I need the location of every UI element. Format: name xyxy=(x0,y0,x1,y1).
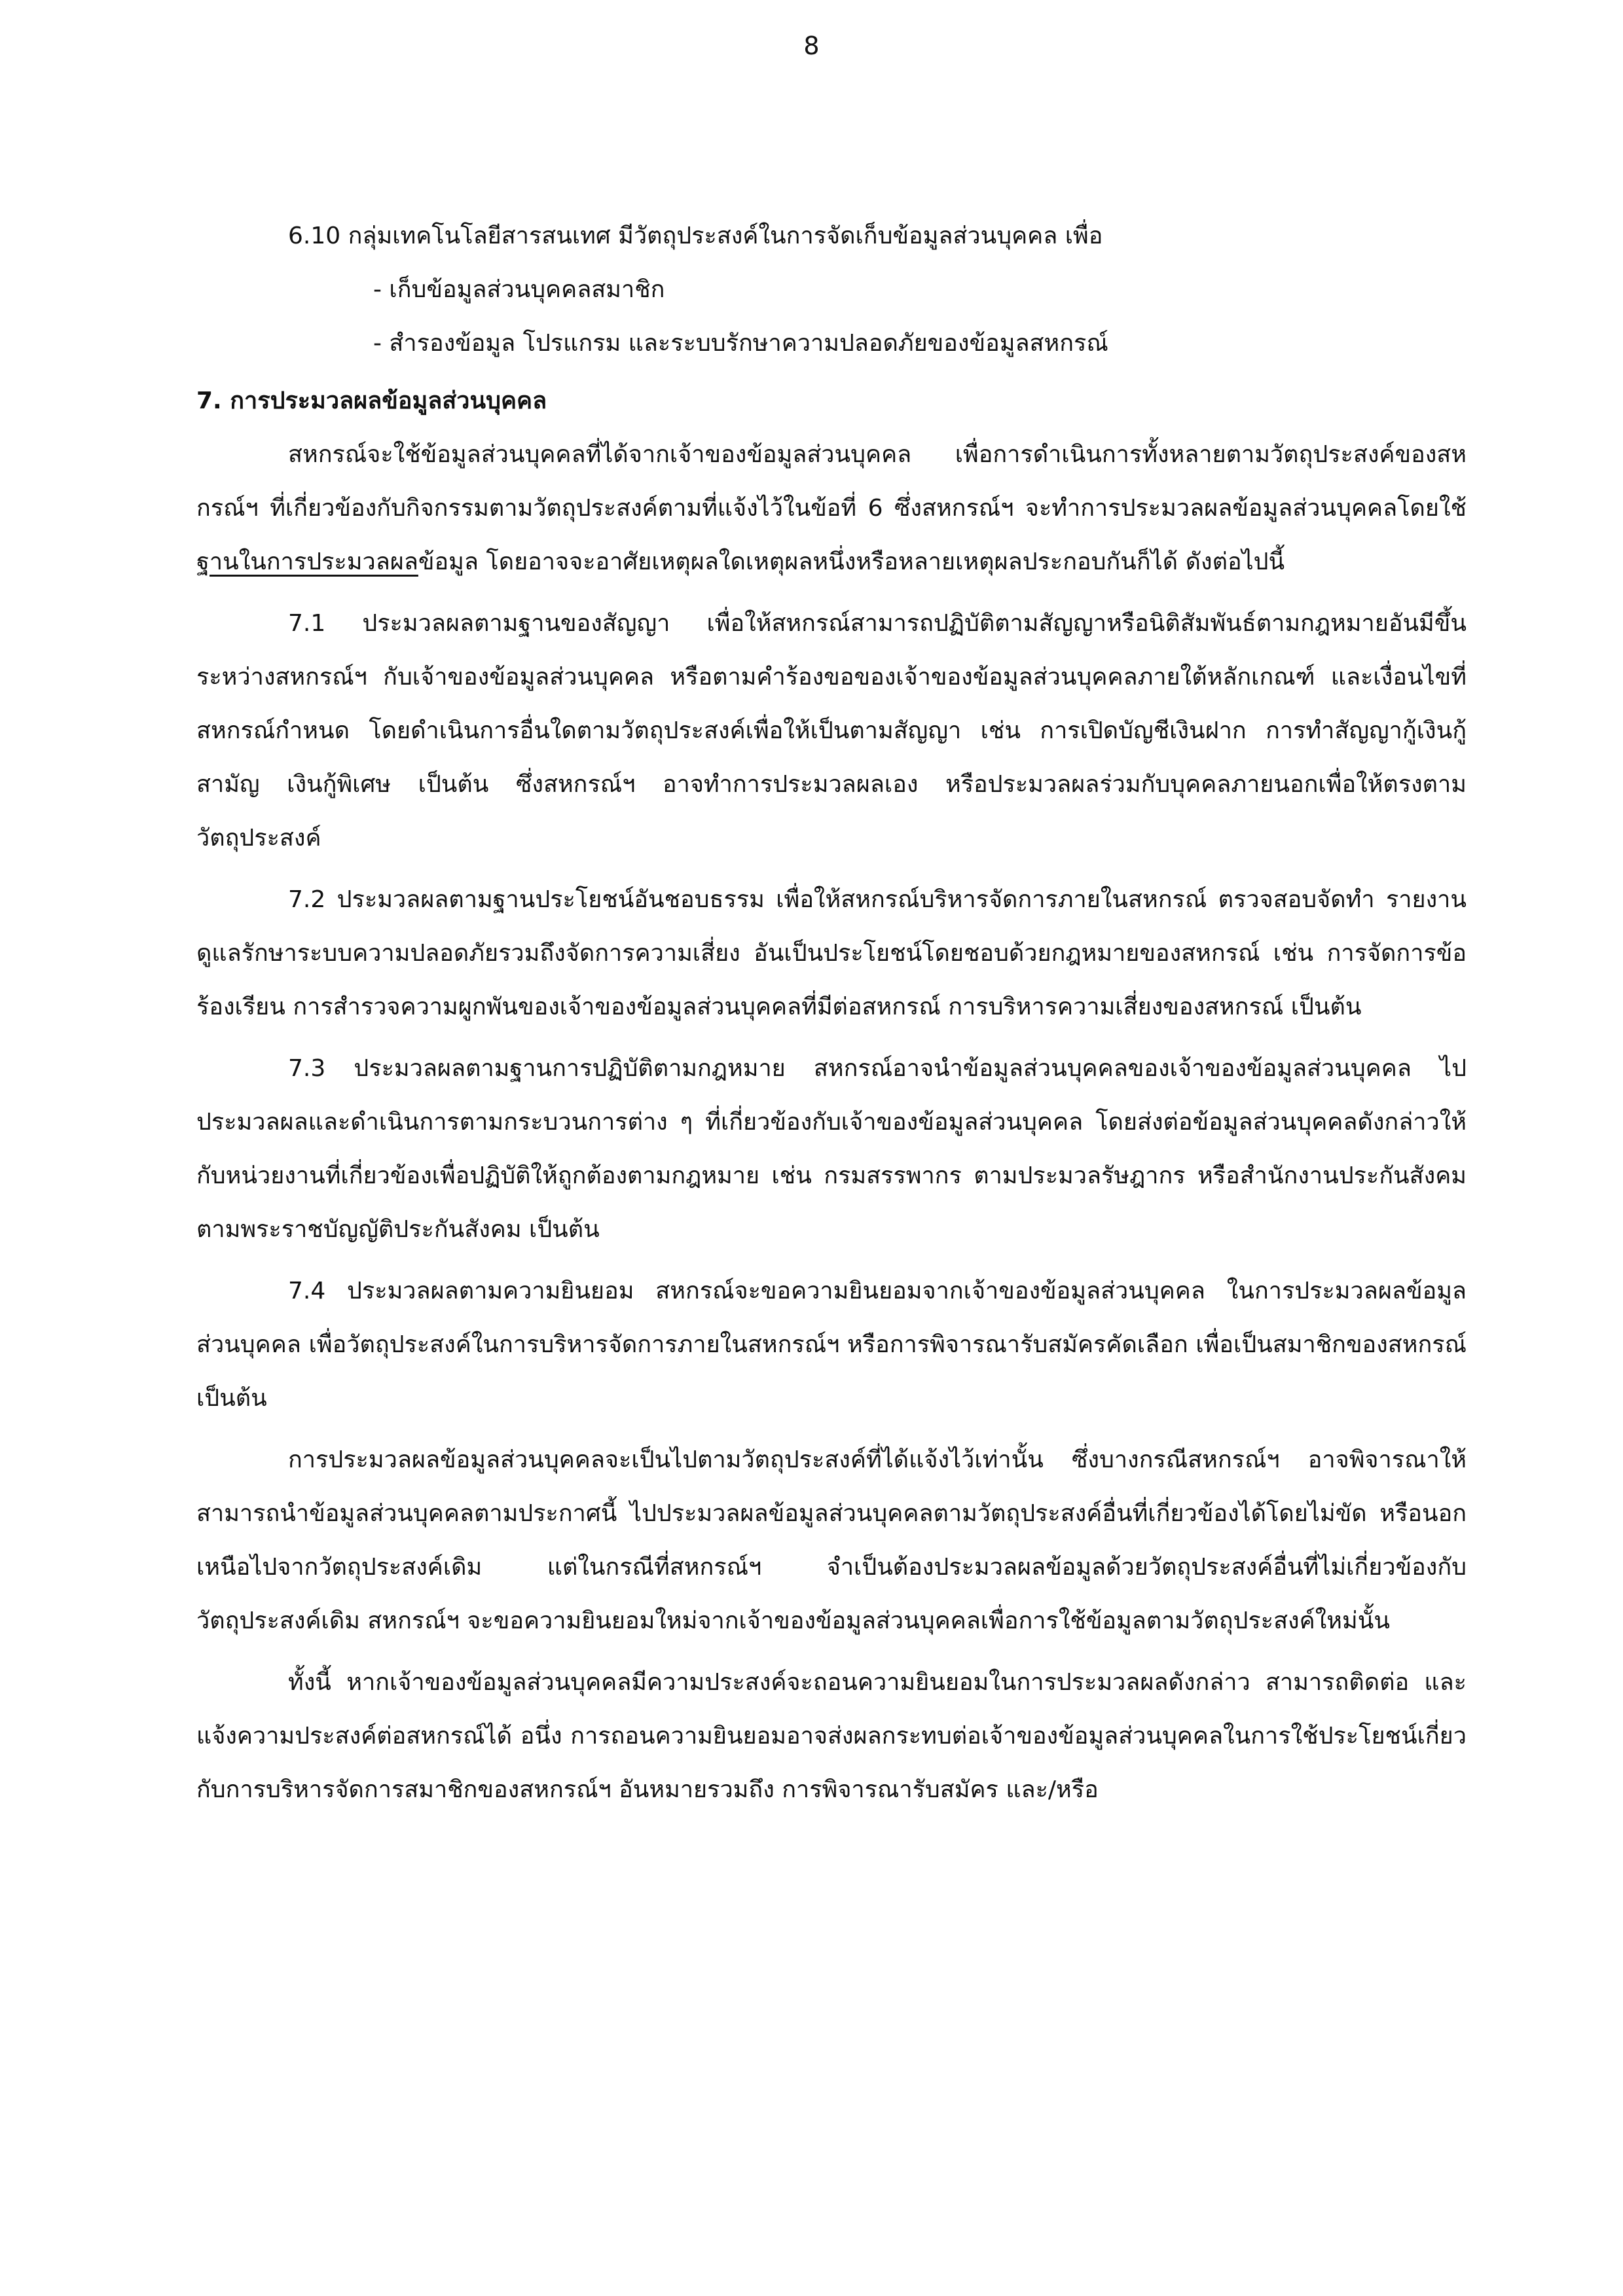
item-7-3: 7.3 ประมวลผลตามฐานการปฏิบัติตามกฎหมาย สหกรณ์อาจนำข้อมูลส่วนบุคคลของเจ้าของข้อมูลส่วนบุคคล ไปประมวลผลและดำเนินการตามกระบวนการต่าง ๆ ที่เกี่ยวข้องกับเจ้าของข้อมูลส่วนบุคคล โดยส่งต่อข้อมูลส่วนบุคคลดังกล่าวให้กับหน่วยงานที่เกี่ยวข้องเพื่อปฏิบัติให้ถูกต้องตามกฎหมาย เช่น กรมสรรพากร ตามประมวลรัษฎากร หรือสำนักงานประกันสังคม ตามพระราชบัญญัติประกันสังคม เป็นต้น xyxy=(196,1055,1467,1243)
intro-text-cont: ข้อมูล โดยอาจจะอาศัยเหตุผลใดเหตุผลหนึ่งหรือหลายเหตุผลประกอบกันก็ได้ ดังต่อไปนี้ xyxy=(418,548,1285,575)
item-7-2: 7.2 ประมวลผลตามฐานประโยชน์อันชอบธรรม เพื่อให้สหกรณ์บริหารจัดการภายในสหกรณ์ ตรวจสอบจัดทำ รายงาน ดูแลรักษาระบบความปลอดภัยรวมถึงจัดการความเสี่ยง อันเป็นประโยชน์โดยชอบด้วยกฎหมายของสหกรณ์ เช่น การจัดการข้อร้องเรียน การสำรวจความผูกพันของเจ้าของข้อมูลส่วนบุคคลที่มีต่อสหกรณ์ การบริหารความเสี่ยงของสหกรณ์ เป็นต้น xyxy=(196,886,1467,1020)
page-content xyxy=(196,209,1467,1817)
page-number: 8 xyxy=(803,31,820,60)
item-7-4: 7.4 ประมวลผลตามความยินยอม สหกรณ์จะขอความยินยอมจากเจ้าของข้อมูลส่วนบุคคล ในการประมวลผลข้อมูลส่วนบุคคล เพื่อวัตถุประสงค์ในการบริหารจัดการภายในสหกรณ์ฯ หรือการพิจารณารับสมัครคัดเลือก เพื่อเป็นสมาชิกของสหกรณ์ เป็นต้น xyxy=(196,1278,1467,1412)
item-6-10: 6.10 กลุ่มเทคโนโลยีสารสนเทศ มีวัตถุประสงค์ในการจัดเก็บข้อมูลส่วนบุคคล เพื่อ xyxy=(288,223,1103,249)
bullet-item: - เก็บข้อมูลส่วนบุคคลสมาชิก xyxy=(373,276,665,303)
section-7-heading: 7. การประมวลผลข้อมูลส่วนบุคคล xyxy=(196,387,547,414)
purpose-paragraph: การประมวลผลข้อมูลส่วนบุคคลจะเป็นไปตามวัตถุประสงค์ที่ได้แจ้งไว้เท่านั้น ซึ่งบางกรณีสหกรณ์ฯ อาจพิจารณาให้สามารถนำข้อมูลส่วนบุคคลตามประกาศนี้ ไปประมวลผลข้อมูลส่วนบุคคลตามวัตถุประสงค์อื่นที่เกี่ยวข้องได้โดยไม่ขัด หรือนอกเหนือไปจากวัตถุประสงค์เดิม แต่ในกรณีที่สหกรณ์ฯ จำเป็นต้องประมวลผลข้อมูลด้วยวัตถุประสงค์อื่นที่ไม่เกี่ยวข้องกับวัตถุประสงค์เดิม สหกรณ์ฯ จะขอความยินยอมใหม่จากเจ้าของข้อมูลส่วนบุคคลเพื่อการใช้ข้อมูลตามวัตถุประสงค์ใหม่นั้น xyxy=(196,1446,1467,1634)
item-7-1: 7.1 ประมวลผลตามฐานของสัญญา เพื่อให้สหกรณ์สามารถปฏิบัติตามสัญญาหรือนิติสัมพันธ์ตามกฎหมายอันมีขึ้นระหว่างสหกรณ์ฯ กับเจ้าของข้อมูลส่วนบุคคล หรือตามคำร้องขอของเจ้าของข้อมูลส่วนบุคคลภายใต้หลักเกณฑ์ และเงื่อนไขที่สหกรณ์กำหนด โดยดำเนินการอื่นใดตามวัตถุประสงค์เพื่อให้เป็นตามสัญญา เช่น การเปิดบัญชีเงินฝาก การทำสัญญากู้เงินกู้สามัญ เงินกู้พิเศษ เป็นต้น ซึ่งสหกรณ์ฯ อาจทำการประมวลผลเอง หรือประมวลผลร่วมกับบุคคลภายนอกเพื่อให้ตรงตามวัตถุประสงค์ xyxy=(196,610,1467,852)
intro-text: สหกรณ์จะใช้ข้อมูลส่วนบุคคลที่ได้จากเจ้าของข้อมูลส่วนบุคคล เพื่อการดำเนินการทั้งหลายตามวัตถุประสงค์ของสหกรณ์ฯ ที่เกี่ยวข้องกับกิจกรรมตามวัตถุประสงค์ตามที่แจ้งไว้ในข้อที่ 6 ซึ่งสหกรณ์ฯ จะทำการประมวลผลข้อมูลส่วนบุคคลโดยใช้ xyxy=(196,441,1467,522)
bullet-item: - สำรองข้อมูล โปรแกรม และระบบรักษาความปลอดภัยของข้อมูลสหกรณ์ xyxy=(373,330,1108,357)
withdraw-paragraph: ทั้งนี้ หากเจ้าของข้อมูลส่วนบุคคลมีความประสงค์จะถอนความยินยอมในการประมวลผลดังกล่าว สามารถติดต่อ และแจ้งความประสงค์ต่อสหกรณ์ได้ อนึ่ง การถอนความยินยอมอาจส่งผลกระทบต่อเจ้าของข้อมูลส่วนบุคคลในการใช้ประโยชน์เกี่ยวกับการบริหารจัดการสมาชิกของสหกรณ์ฯ อันหมายรวมถึง การพิจารณารับสมัคร และ/หรือ xyxy=(196,1669,1467,1803)
section-7-intro xyxy=(196,428,1467,589)
intro-underlined-term: ฐานในการประมวลผล xyxy=(196,548,418,575)
